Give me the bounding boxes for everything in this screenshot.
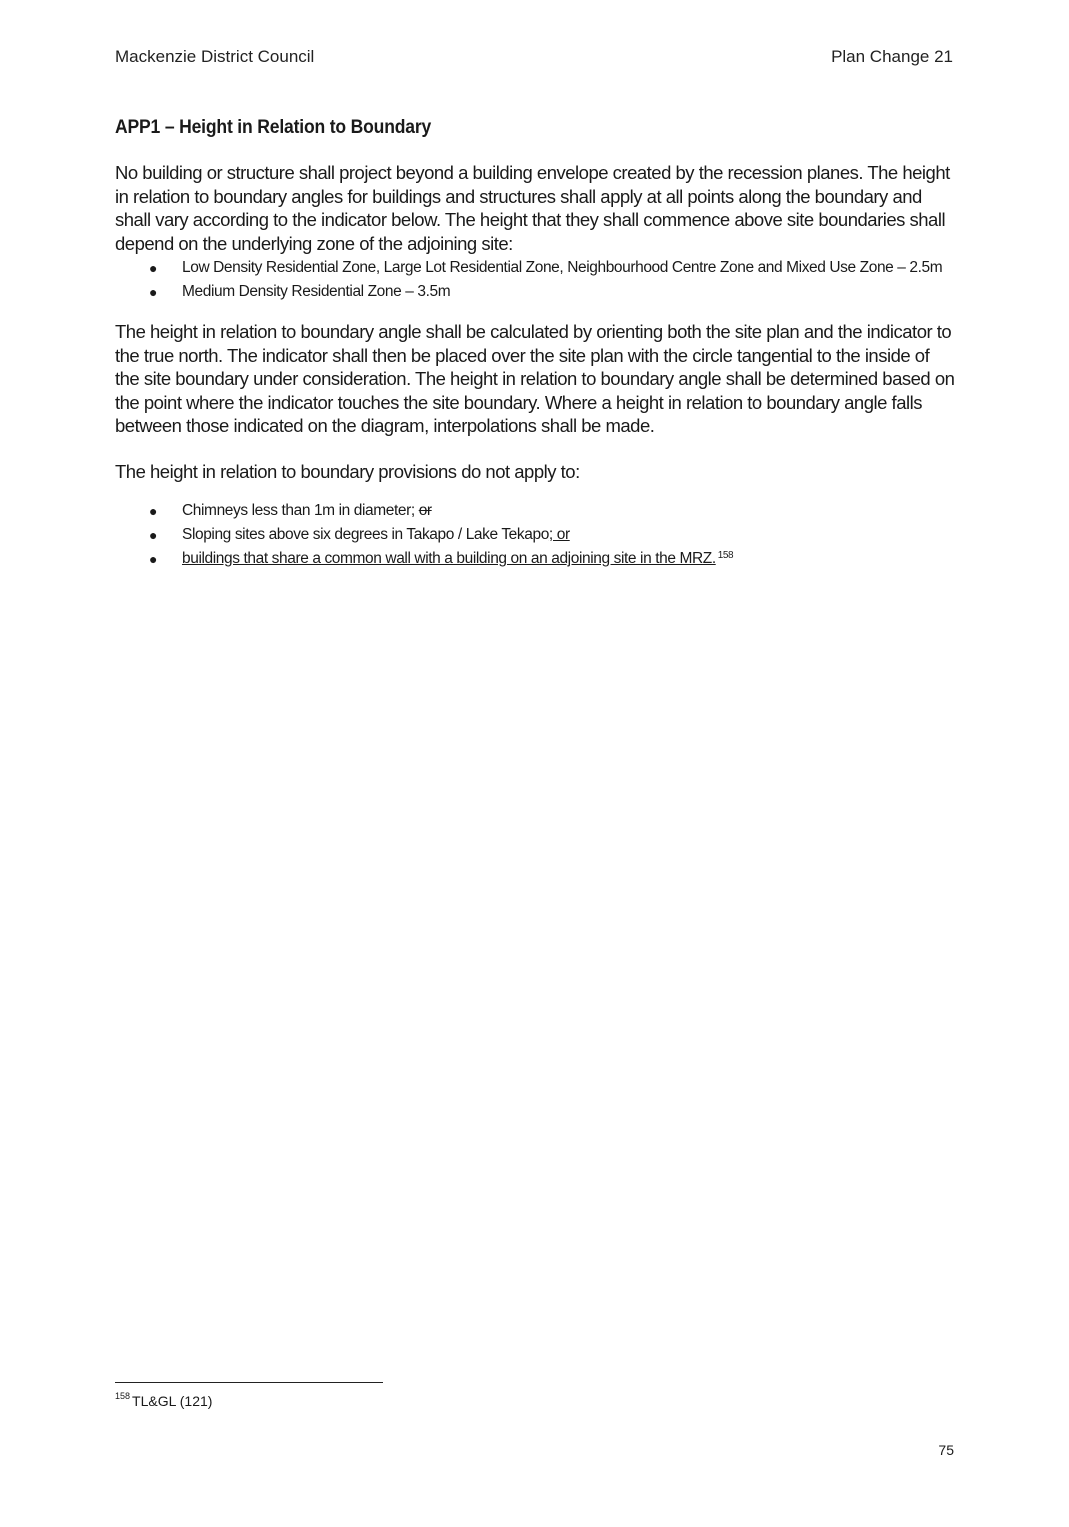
zone-list: [115, 256, 960, 304]
exemption-list: [115, 499, 960, 571]
list-item: [115, 499, 960, 523]
exemption-text: Sloping sites above six degrees in Takapo / Lake Tekapo: [182, 526, 549, 543]
footnote-reference[interactable]: 158: [717, 550, 734, 561]
bullet-icon: ●: [149, 551, 158, 567]
header-plan-change: Plan Change 21: [831, 47, 953, 66]
footnote-text: TL&GL (121): [132, 1393, 213, 1409]
footnote-number: 158: [115, 1391, 131, 1401]
list-item: [115, 523, 960, 547]
list-item: [115, 547, 960, 571]
calculation-text-line2: the site boundary under consideration. The height in relation to boundary angle shall be determined based on the point where the indicator touches the site boundary. Where a height in relation to boundary angle falls between those indicated on the diagram, interpolations shall be made.: [115, 368, 955, 436]
zone-item-text: Low Density Residential Zone, Large Lot Residential Zone, Neighbourhood Centre Zone and Mixed Use Zone – 2.5m: [182, 259, 943, 276]
list-item: [115, 280, 960, 304]
page-number: 75: [938, 1442, 954, 1458]
main-content: [115, 116, 960, 571]
bullet-icon: ●: [149, 503, 158, 519]
footnote: [115, 1393, 212, 1409]
calculation-paragraph: [115, 320, 960, 438]
inserted-text: buildings that share a common wall with a building on an adjoining site in the MRZ.: [182, 550, 716, 567]
deleted-text: or: [418, 502, 432, 519]
exemption-text: Chimneys less than 1m in diameter;: [182, 502, 415, 519]
inserted-text: ; or: [548, 526, 570, 543]
intro-paragraph: No building or structure shall project beyond a building envelope created by the recession planes. The height in relation to boundary angles for buildings and structures shall apply at all points along the boundary and shall vary according to the indicator below. The height that they shall commence above site boundaries shall depend on the underlying zone of the adjoining site:: [115, 162, 950, 254]
bullet-icon: ●: [149, 284, 158, 300]
bullet-icon: ●: [149, 260, 158, 276]
calculation-text-line1: The height in relation to boundary angle shall be calculated by orienting both the site plan and the indicator to the true north. The indicator shall then be placed over the site plan with the circle tangential to the inside of: [115, 321, 952, 366]
list-item: [115, 256, 960, 280]
zone-item-text: Medium Density Residential Zone – 3.5m: [182, 283, 451, 300]
section-title: APP1 – Height in Relation to Boundary: [115, 116, 432, 138]
exemptions-intro: The height in relation to boundary provisions do not apply to:: [115, 460, 580, 482]
footnote-divider: [115, 1382, 383, 1383]
bullet-icon: ●: [149, 527, 158, 543]
header-council-name: Mackenzie District Council: [115, 47, 315, 66]
